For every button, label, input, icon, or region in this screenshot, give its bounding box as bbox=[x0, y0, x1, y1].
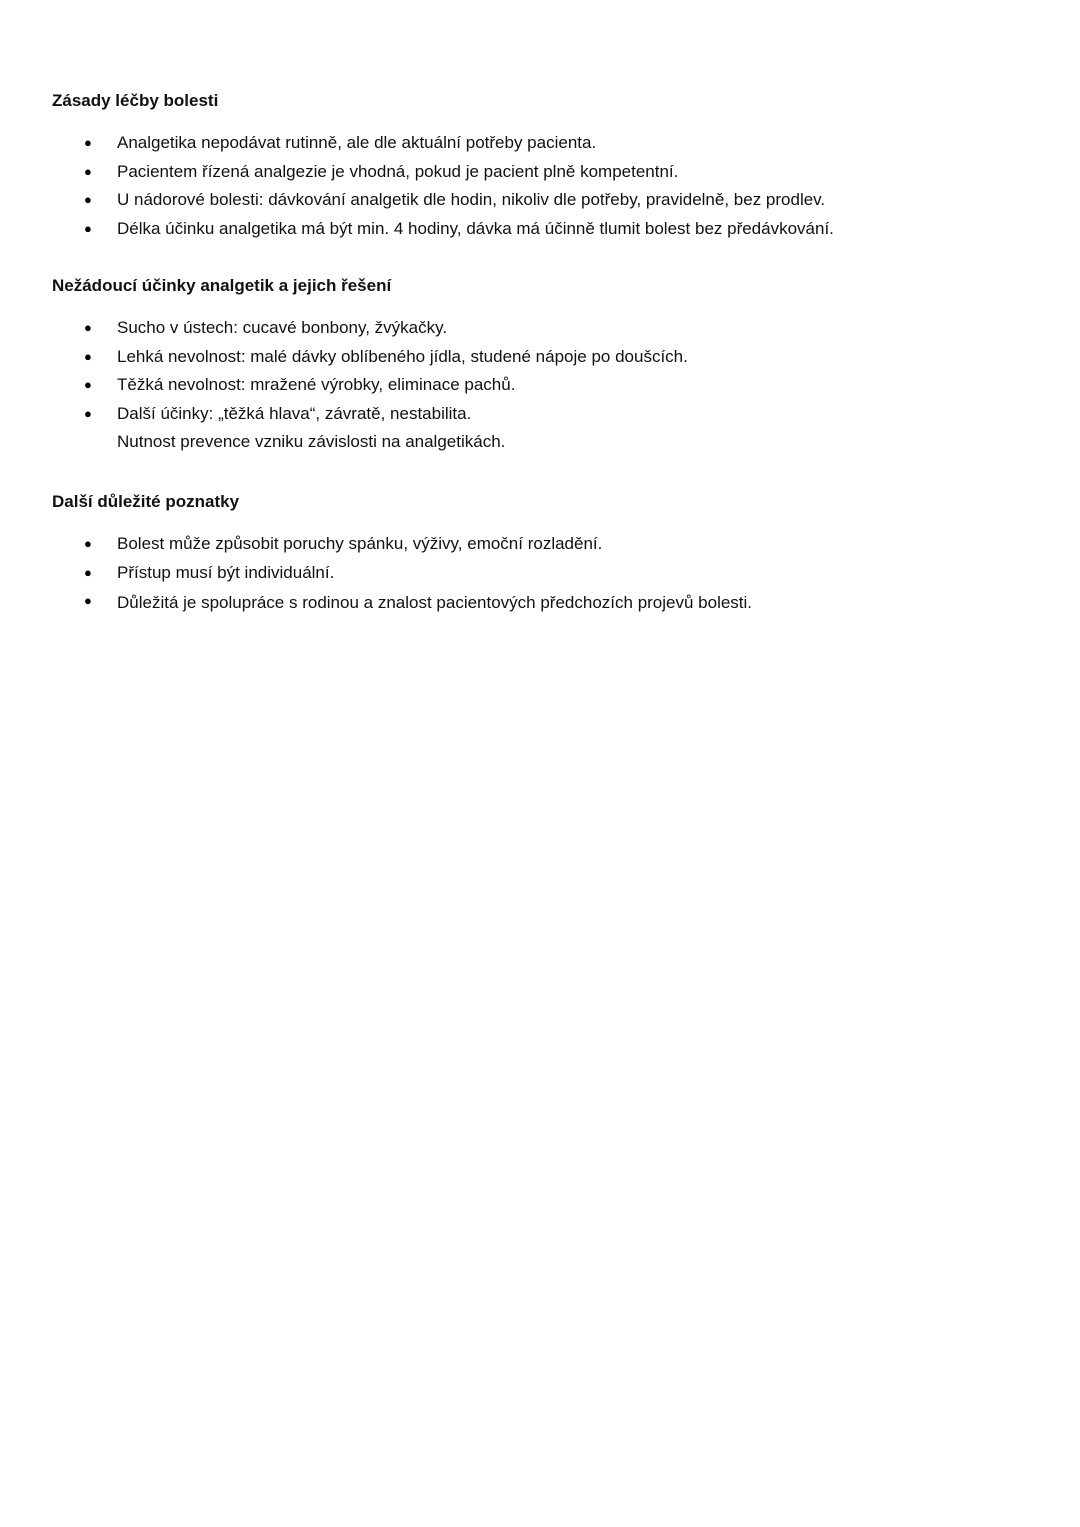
bullet-icon: ● bbox=[84, 220, 92, 236]
section-heading: Další důležité poznatky bbox=[52, 492, 240, 511]
list-item-text: Délka účinku analgetika má být min. 4 hodiny, dávka má účinně tlumit bolest bez předávkování. bbox=[117, 218, 834, 238]
list-item-text: Analgetika nepodávat rutinně, ale dle aktuální potřeby pacienta. bbox=[117, 133, 597, 152]
section-heading: Zásady léčby bolesti bbox=[52, 91, 219, 110]
list-item bbox=[84, 371, 688, 400]
bullet-list bbox=[84, 129, 834, 243]
section-other-findings bbox=[52, 491, 1032, 612]
list-item-continuation: Nutnost prevence vzniku závislosti na analgetikách. bbox=[117, 432, 506, 451]
list-item bbox=[84, 559, 752, 588]
bullet-icon: ● bbox=[84, 536, 92, 551]
bullet-icon: ● bbox=[84, 564, 92, 580]
list-item-text: Sucho v ústech: cucavé bonbony, žvýkačky. bbox=[117, 318, 448, 337]
section-side-effects bbox=[52, 275, 1032, 451]
bullet-icon: ● bbox=[84, 192, 92, 207]
bullet-list bbox=[84, 314, 688, 457]
list-item-text: Bolest může způsobit poruchy spánku, výživy, emoční rozladění. bbox=[117, 534, 603, 553]
bullet-list bbox=[84, 530, 752, 618]
section-pain-treatment-principles bbox=[52, 90, 1032, 238]
bullet-icon: ● bbox=[84, 593, 92, 608]
list-item bbox=[84, 158, 834, 187]
list-item-text: Přístup musí být individuální. bbox=[117, 562, 335, 582]
bullet-icon: ● bbox=[84, 163, 92, 179]
list-item-text: U nádorové bolesti: dávkování analgetik dle hodin, nikoliv dle potřeby, pravidelně, bez prodlev. bbox=[117, 190, 826, 209]
list-item bbox=[84, 215, 834, 244]
bullet-icon: ● bbox=[84, 405, 92, 421]
section-heading: Nežádoucí účinky analgetik a jejich řešení bbox=[52, 276, 392, 295]
bullet-icon: ● bbox=[84, 377, 92, 392]
list-item bbox=[84, 343, 688, 372]
list-item-text: Těžká nevolnost: mražené výrobky, eliminace pachů. bbox=[117, 375, 516, 394]
list-item bbox=[84, 186, 834, 215]
list-item bbox=[84, 587, 752, 618]
list-item bbox=[84, 314, 688, 343]
list-item-text: Pacientem řízená analgezie je vhodná, pokud je pacient plně kompetentní. bbox=[117, 161, 679, 181]
list-item bbox=[84, 129, 834, 158]
bullet-icon: ● bbox=[84, 348, 92, 364]
list-item-text: Další účinky: „těžká hlava“, závratě, nestabilita. bbox=[117, 403, 472, 423]
list-item-text: Lehká nevolnost: malé dávky oblíbeného jídla, studené nápoje po doušcích. bbox=[117, 346, 688, 366]
list-item-text: Důležitá je spolupráce s rodinou a znalost pacientových předchozích projevů bolesti. bbox=[117, 593, 753, 612]
list-item bbox=[84, 400, 688, 457]
bullet-icon: ● bbox=[84, 135, 92, 150]
list-item bbox=[84, 530, 752, 559]
bullet-icon: ● bbox=[84, 320, 92, 335]
